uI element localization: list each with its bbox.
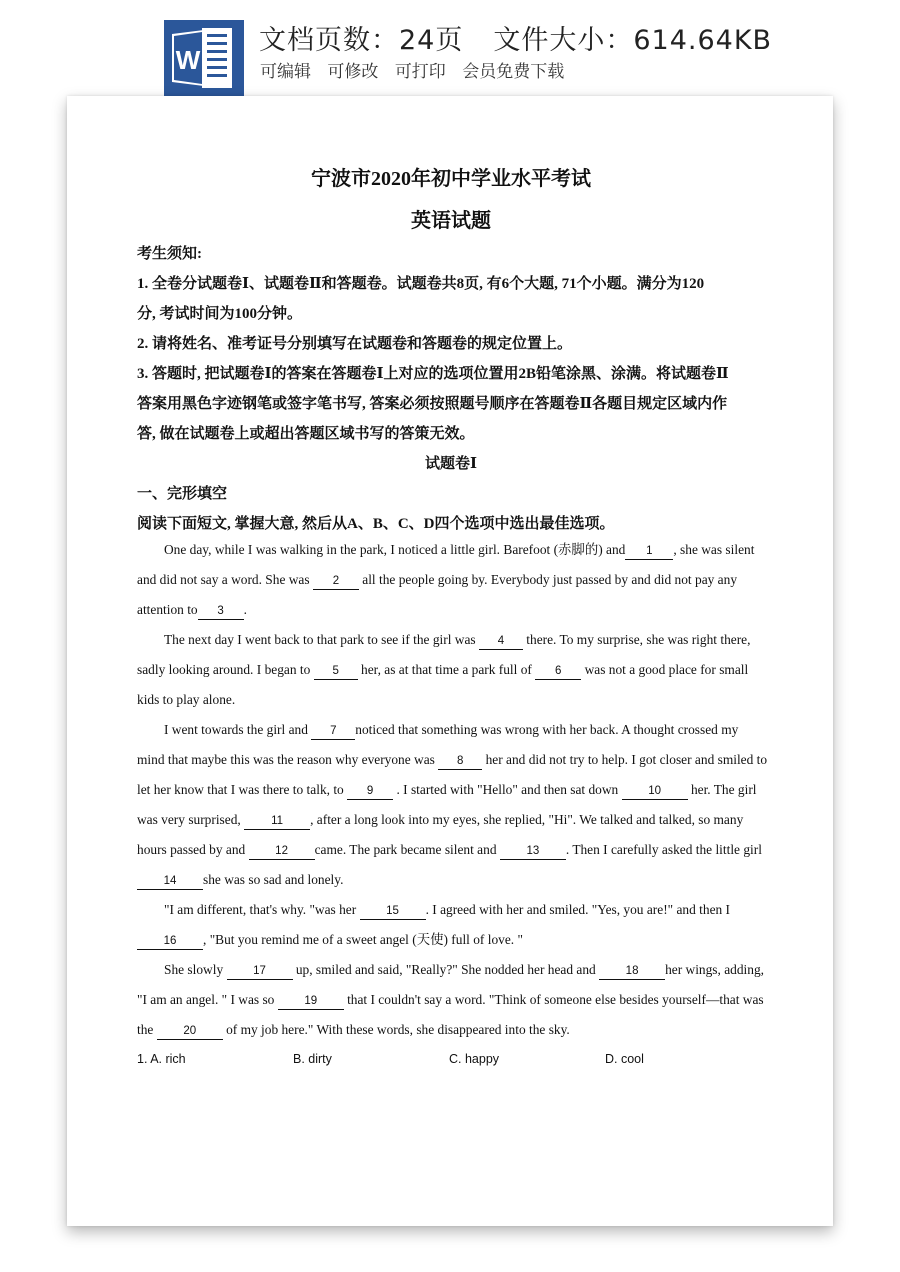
passage-text: was not a good place for small — [581, 662, 749, 677]
blank-2: 2 — [313, 574, 359, 590]
passage-text: let her know that I was there to talk, to — [137, 782, 348, 797]
passage-text: . Then I carefully asked the little girl — [565, 842, 762, 857]
passage-line — [137, 625, 765, 655]
passage-line — [137, 745, 768, 775]
page-count: 文档页数：24页 — [259, 25, 464, 56]
passage-text: her wings, adding, — [665, 962, 765, 977]
passage-line — [137, 925, 765, 955]
exam-title: 宁波市2020年初中学业水平考试 — [311, 168, 591, 190]
feature-modifiable: 可修改 — [327, 62, 379, 82]
passage-line — [137, 535, 765, 565]
passage-text: She slowly — [164, 962, 227, 977]
blank-5: 5 — [314, 664, 358, 680]
svg-text:W: W — [175, 45, 201, 75]
passage-text: and did not say a word. She was — [137, 572, 313, 587]
blank-10: 10 — [622, 784, 688, 800]
passage-line — [137, 775, 765, 805]
feature-member-download: 会员免费下载 — [462, 62, 565, 82]
passage-text: . I started with "Hello" and then sat down — [393, 782, 622, 797]
passage-line — [137, 655, 765, 685]
passage-text: , she was silent — [673, 542, 755, 557]
passage-text: her. The girl — [687, 782, 757, 797]
passage-line — [137, 565, 765, 595]
option-d: D. cool — [605, 1052, 644, 1066]
notice-3b: 答案用黑色字迹钢笔或签字笔书写, 答案必须按照题号顺序在答题卷Ⅱ各题目规定区域内作 — [137, 396, 728, 412]
notice-2: 2. 请将姓名、准考证号分别填写在试题卷和答题卷的规定位置上。 — [137, 336, 573, 352]
blank-4: 4 — [479, 634, 523, 650]
notice-heading: 考生须知: — [137, 246, 202, 262]
passage-text: "I am different, that's why. "was her — [164, 902, 360, 917]
blank-12: 12 — [249, 844, 315, 860]
blank-3: 3 — [198, 604, 244, 620]
blank-14: 14 — [137, 874, 203, 890]
blank-18: 18 — [599, 964, 665, 980]
passage-text: she was so sad and lonely. — [203, 872, 344, 887]
passage-text: attention to — [137, 602, 198, 617]
passage-line — [137, 595, 765, 625]
blank-6: 6 — [535, 664, 581, 680]
passage-text: One day, while I was walking in the park, I noticed a little girl. Barefoot (赤脚的) and — [164, 542, 626, 557]
feature-list — [260, 57, 575, 82]
document-page — [67, 96, 833, 1226]
part-heading: 一、完形填空 — [137, 486, 228, 502]
passage-text: kids to play alone. — [137, 692, 236, 707]
option-a: 1. A. rich — [137, 1052, 186, 1066]
passage-text: . — [243, 602, 247, 617]
passage-text: there. To my surprise, she was right there, — [522, 632, 751, 647]
blank-13: 13 — [500, 844, 566, 860]
blank-11: 11 — [244, 814, 310, 830]
blank-17: 17 — [227, 964, 293, 980]
blank-19: 19 — [278, 994, 344, 1010]
blank-7: 7 — [311, 724, 355, 740]
notice-1a: 1. 全卷分试题卷Ⅰ、试题卷Ⅱ和答题卷。试题卷共8页, 有6个大题, 71个小题。满分为120 — [137, 276, 705, 292]
section-title: 试题卷Ⅰ — [424, 456, 478, 472]
passage-line — [137, 1015, 765, 1045]
option-c: C. happy — [449, 1052, 500, 1066]
passage-text: that I couldn't say a word. "Think of someone else besides yourself—that was — [343, 992, 764, 1007]
blank-16: 16 — [137, 934, 203, 950]
option-b: B. dirty — [293, 1052, 332, 1066]
passage-line — [137, 805, 765, 835]
passage-text: sadly looking around. I began to — [137, 662, 314, 677]
cloze-passage — [137, 535, 768, 1045]
passage-line — [137, 985, 765, 1015]
passage-text: hours passed by and — [137, 842, 249, 857]
feature-printable: 可打印 — [394, 62, 446, 82]
notice-3c: 答, 做在试题卷上或超出答题区域书写的答策无效。 — [137, 426, 475, 442]
blank-15: 15 — [360, 904, 426, 920]
blank-1: 1 — [625, 544, 673, 560]
notice-3a: 3. 答题时, 把试题卷Ⅰ的答案在答题卷Ⅰ上对应的选项位置用2B铅笔涂黑、涂满。将试题卷Ⅱ — [137, 366, 729, 382]
passage-text: all the people going by. Everybody just passed by and did not pay any — [358, 572, 738, 587]
passage-text: mind that maybe this was the reason why everyone was — [137, 752, 439, 767]
passage-text: noticed that something was wrong with her back. A thought crossed my — [355, 722, 739, 737]
exam-subtitle: 英语试题 — [411, 210, 491, 232]
notice-1b: 分, 考试时间为100分钟。 — [137, 306, 303, 322]
passage-text: The next day I went back to that park to see if the girl was — [164, 632, 479, 647]
passage-line — [137, 685, 765, 715]
file-size: 文件大小：614.64KB — [493, 25, 773, 56]
passage-text: was very surprised, — [137, 812, 245, 827]
passage-text: I went towards the girl and — [164, 722, 312, 737]
passage-text: her, as at that time a park full of — [357, 662, 536, 677]
passage-line — [137, 865, 765, 895]
passage-line — [137, 955, 765, 985]
passage-text: "I am an angel. " I was so — [137, 992, 278, 1007]
blank-9: 9 — [347, 784, 393, 800]
word-document-icon — [164, 20, 244, 96]
passage-text: of my job here." With these words, she disappeared into the sky. — [222, 1022, 570, 1037]
feature-editable: 可编辑 — [260, 62, 311, 82]
passage-text: , after a long look into my eyes, she replied, "Hi". We talked and talked, so many — [310, 812, 744, 827]
document-info-banner — [0, 0, 900, 100]
instruction: 阅读下面短文, 掌握大意, 然后从A、B、C、D四个选项中选出最佳选项。 — [137, 516, 615, 532]
passage-text: up, smiled and said, "Really?" She nodded her head and — [292, 962, 600, 977]
passage-line — [137, 715, 765, 745]
passage-text: her and did not try to help. I got closer and smiled to — [482, 752, 768, 767]
passage-text: the — [137, 1022, 157, 1037]
blank-8: 8 — [438, 754, 482, 770]
passage-line — [137, 835, 765, 865]
passage-text: . I agreed with her and smiled. "Yes, you are!" and then I — [425, 902, 731, 917]
passage-text: came. The park became silent and — [314, 842, 500, 857]
file-stats — [259, 18, 772, 57]
passage-line — [137, 895, 765, 925]
passage-text: , "But you remind me of a sweet angel (天使) full of love. " — [203, 932, 523, 947]
blank-20: 20 — [157, 1024, 223, 1040]
